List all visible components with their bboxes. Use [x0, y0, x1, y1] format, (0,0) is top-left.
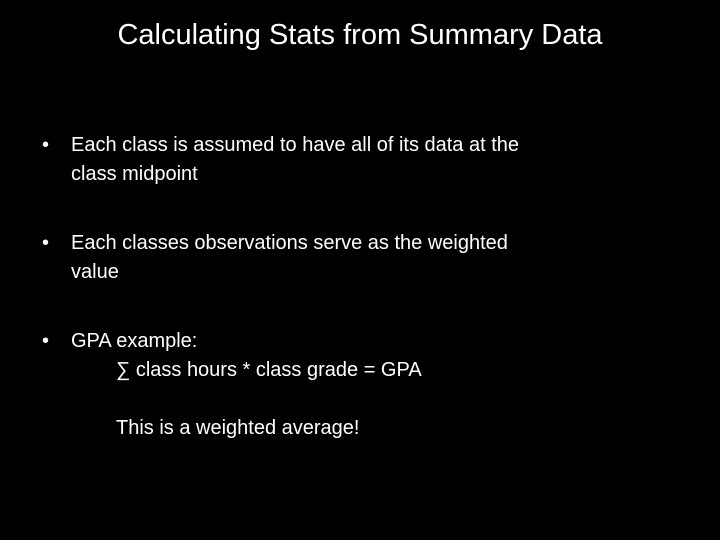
bullet-line: value — [71, 261, 119, 283]
gpa-formula: ∑ class hours * class grade = GPA — [116, 359, 422, 381]
bullet-line: Each classes observations serve as the weighted — [71, 232, 508, 254]
weighted-average-note: This is a weighted average! — [116, 417, 360, 439]
bullet-icon: • — [42, 134, 50, 156]
bullet-icon: • — [42, 330, 50, 352]
bullet-line: Each class is assumed to have all of its data at the — [71, 134, 520, 156]
slide-title: Calculating Stats from Summary Data — [117, 19, 603, 51]
bullet-line: GPA example: — [71, 330, 198, 352]
bullet-line: class midpoint — [71, 163, 198, 185]
bullet-text — [71, 131, 691, 189]
bullet-icon: • — [42, 232, 50, 254]
bullet-text — [71, 327, 691, 356]
bullet-text — [71, 229, 691, 287]
